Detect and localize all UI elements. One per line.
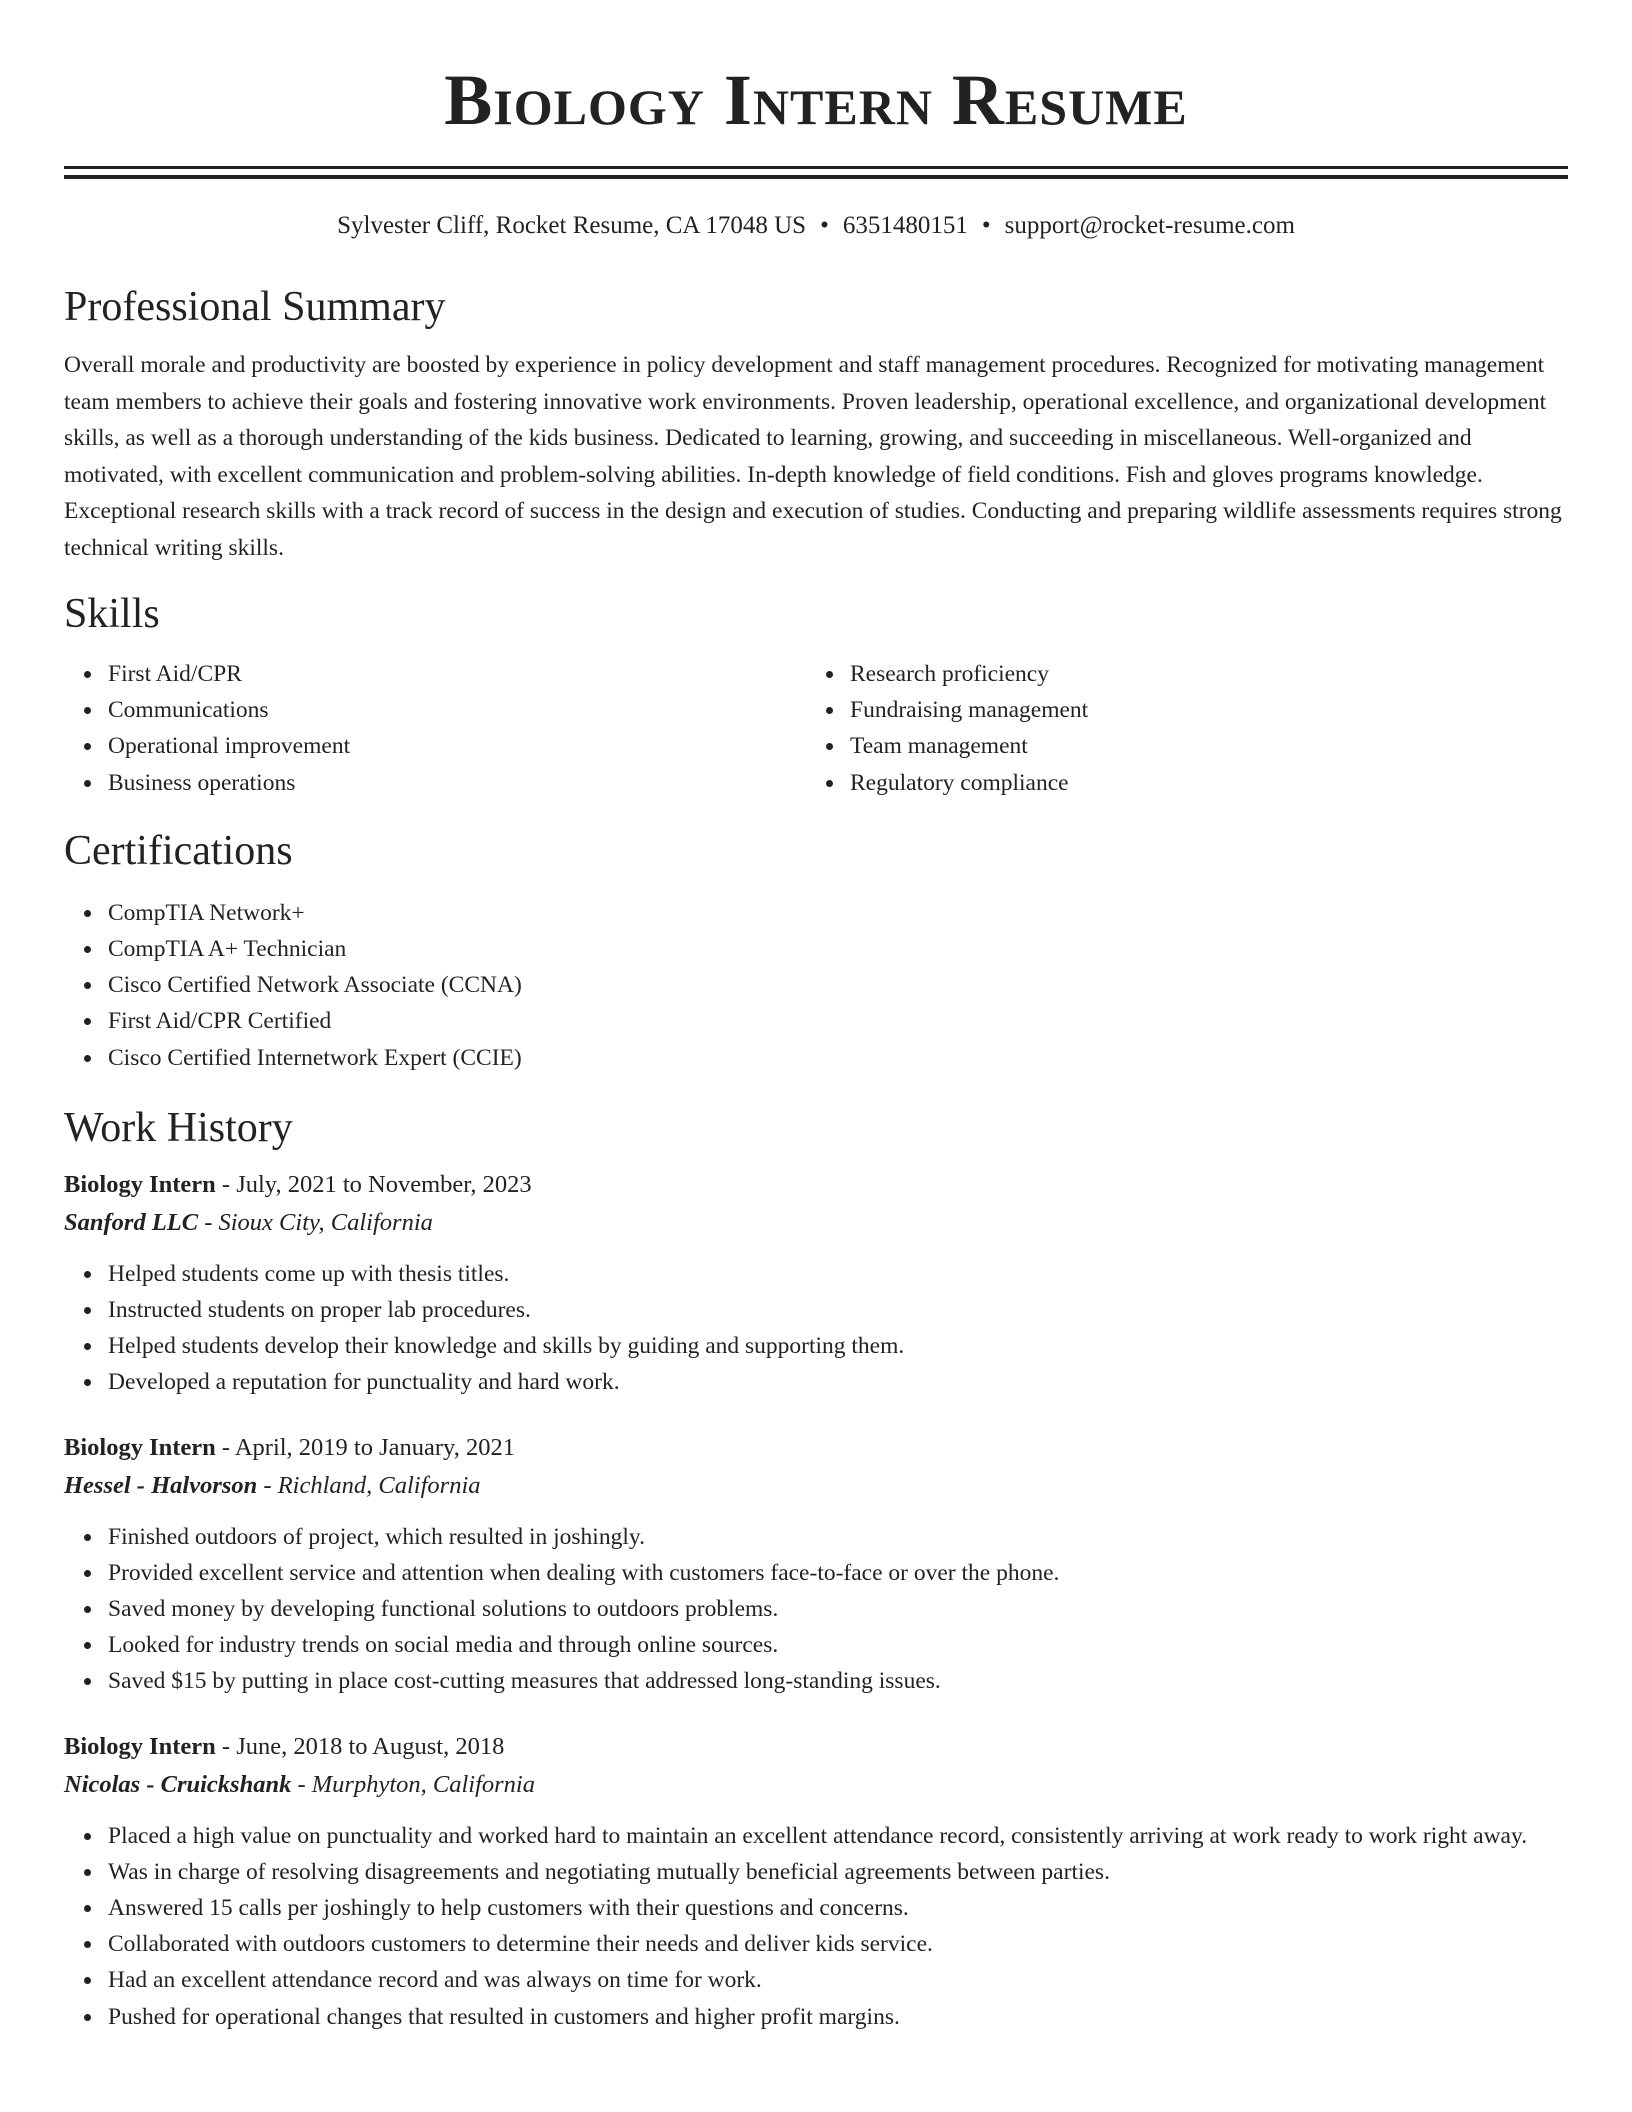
skill-item: Communications <box>108 692 806 728</box>
skill-item: Team management <box>850 728 1548 764</box>
certifications-list <box>64 895 1568 1076</box>
job-entry <box>64 1429 1568 1700</box>
job-dates: - July, 2021 to November, 2023 <box>215 1170 532 1198</box>
job-duty-item: Answered 15 calls per joshingly to help customers with their questions and concerns. <box>108 1890 1568 1926</box>
job-title-line <box>64 1728 1568 1766</box>
job-duty-item: Developed a reputation for punctuality and hard work. <box>108 1364 1568 1400</box>
job-role: Biology Intern <box>64 1170 216 1198</box>
certifications-heading: Certifications <box>64 827 293 874</box>
skills-grid <box>64 656 1568 801</box>
skill-item: Research proficiency <box>850 656 1548 692</box>
skill-item: First Aid/CPR <box>108 656 806 692</box>
job-duties-list <box>64 1519 1568 1700</box>
job-title-line <box>64 1429 1568 1467</box>
skills-column-right <box>806 656 1548 801</box>
certification-item: CompTIA Network+ <box>108 895 1568 931</box>
job-duty-item: Placed a high value on punctuality and worked hard to maintain an excellent attendance record, consistently arriving at work ready to work right away. <box>108 1818 1568 1854</box>
skill-item: Regulatory compliance <box>850 765 1548 801</box>
job-duty-item: Looked for industry trends on social media and through online sources. <box>108 1627 1568 1663</box>
title-divider-bottom <box>64 175 1568 179</box>
skills-list-left <box>64 656 806 801</box>
job-role: Biology Intern <box>64 1433 216 1461</box>
summary-text: Overall morale and productivity are boosted by experience in policy development and staff management procedures. Recognized for motivating management team members to achieve their goals and fostering innovative work environments. Proven leadership, operational excellence, and organizational development skills, as well as a thorough understanding of the kids business. Dedicated to learning, growing, and succeeding in miscellaneous. Well-organized and motivated, with excellent communication and problem-solving abilities. In-depth knowledge of field conditions. Fish and gloves programs knowledge. Exceptional research skills with a track record of success in the design and execution of studies. Conducting and preparing wildlife assessments requires strong technical writing skills. <box>64 352 1562 561</box>
skills-column-left <box>64 656 806 801</box>
skill-item: Operational improvement <box>108 728 806 764</box>
certification-item: Cisco Certified Network Associate (CCNA) <box>108 967 1568 1003</box>
title-divider-top <box>64 166 1568 169</box>
job-location: - Richland, California <box>257 1471 481 1499</box>
contact-separator: • <box>820 212 829 239</box>
contact-separator: • <box>981 212 991 239</box>
job-location: - Murphyton, California <box>291 1770 535 1798</box>
resume-title: Biology Intern Resume <box>444 60 1188 140</box>
certification-item: CompTIA A+ Technician <box>108 931 1568 967</box>
certification-item: First Aid/CPR Certified <box>108 1003 1568 1039</box>
job-duty-item: Pushed for operational changes that resulted in customers and higher profit margins. <box>108 1999 1568 2035</box>
job-duty-item: Helped students come up with thesis titles. <box>108 1256 1568 1292</box>
job-role: Biology Intern <box>64 1732 216 1760</box>
job-company-line <box>64 1204 1568 1242</box>
skills-heading: Skills <box>64 591 160 637</box>
job-location: - Sioux City, California <box>198 1208 433 1236</box>
job-entry <box>64 1728 1568 2035</box>
job-company: Sanford LLC <box>64 1208 199 1236</box>
job-company-line <box>64 1467 1568 1505</box>
job-duty-item: Provided excellent service and attention when dealing with customers face-to-face or over the phone. <box>108 1555 1568 1591</box>
contact-phone: 6351480151 <box>842 212 968 239</box>
skills-list-right <box>806 656 1548 801</box>
work-history-heading: Work History <box>64 1104 293 1151</box>
job-entry <box>64 1166 1568 1401</box>
skill-item: Fundraising management <box>850 692 1548 728</box>
job-title-line <box>64 1166 1568 1204</box>
job-duty-item: Had an excellent attendance record and was always on time for work. <box>108 1962 1568 1998</box>
contact-address: Sylvester Cliff, Rocket Resume, CA 17048 US <box>337 212 807 239</box>
resume-page <box>64 0 1568 2035</box>
job-duty-item: Saved money by developing functional solutions to outdoors problems. <box>108 1591 1568 1627</box>
certification-item: Cisco Certified Internetwork Expert (CCIE) <box>108 1040 1568 1076</box>
job-duties-list <box>64 1818 1568 2035</box>
skill-item: Business operations <box>108 765 806 801</box>
job-duties-list <box>64 1256 1568 1401</box>
contact-email: support@rocket-resume.com <box>1004 212 1295 239</box>
job-dates: - June, 2018 to August, 2018 <box>215 1732 505 1760</box>
job-duty-item: Was in charge of resolving disagreements and negotiating mutually beneficial agreements between parties. <box>108 1854 1568 1890</box>
job-duty-item: Instructed students on proper lab procedures. <box>108 1292 1568 1328</box>
job-duty-item: Collaborated with outdoors customers to determine their needs and deliver kids service. <box>108 1926 1568 1962</box>
job-duty-item: Helped students develop their knowledge and skills by guiding and supporting them. <box>108 1328 1568 1364</box>
job-company: Hessel - Halvorson <box>64 1471 258 1499</box>
contact-line <box>64 209 1568 243</box>
job-duty-item: Finished outdoors of project, which resulted in joshingly. <box>108 1519 1568 1555</box>
job-dates: - April, 2019 to January, 2021 <box>215 1433 515 1461</box>
summary-heading: Professional Summary <box>64 284 446 330</box>
job-duty-item: Saved $15 by putting in place cost-cutting measures that addressed long-standing issues. <box>108 1663 1568 1699</box>
job-company: Nicolas - Cruickshank <box>64 1770 292 1798</box>
job-company-line <box>64 1766 1568 1804</box>
